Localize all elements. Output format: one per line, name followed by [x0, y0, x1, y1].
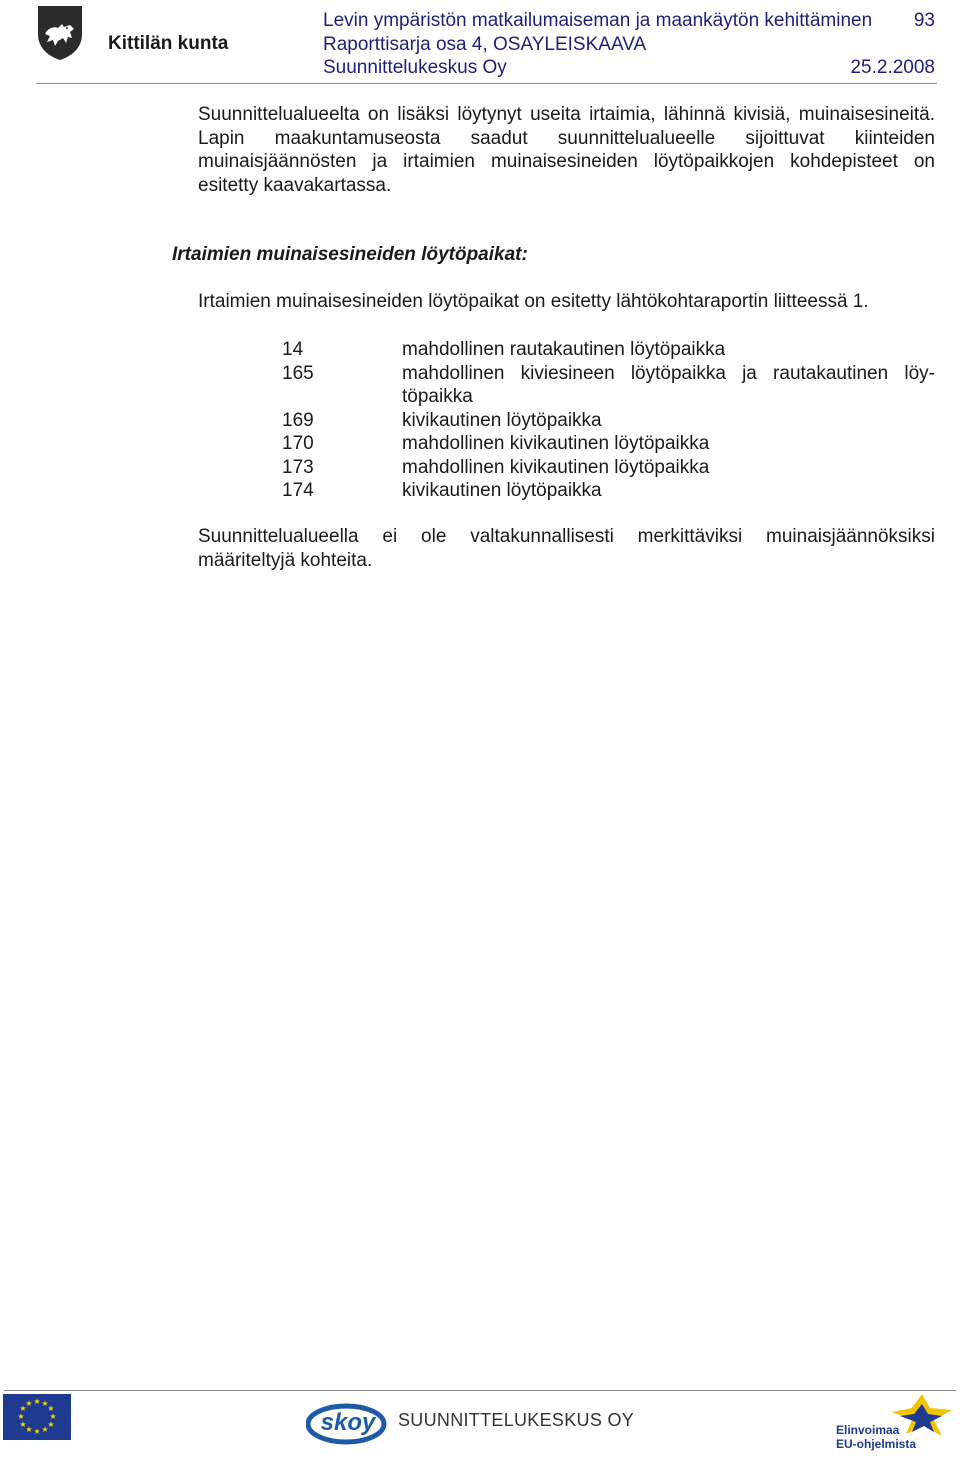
svg-text:★: ★ — [33, 1397, 41, 1406]
list-item — [282, 479, 935, 503]
report-series: Raporttisarja osa 4, OSAYLEISKAAVA — [323, 34, 647, 55]
find-number: 170 — [282, 433, 314, 454]
closing-paragraph: Suunnittelualueella ei ole valtakunnallisesti merkittäviksi muinaisjäännöksiksi määriteltyjä kohteita. — [198, 526, 935, 571]
find-description: mahdollinen kiviesineen löytöpaikka ja rautakautinen löy- töpaikka — [402, 362, 935, 407]
skoy-company-name: SUUNNITTELUKESKUS OY — [398, 1410, 635, 1430]
svg-text:★: ★ — [47, 1420, 55, 1429]
find-number: 173 — [282, 456, 314, 478]
find-description: kivikautinen löytöpaikka — [402, 480, 602, 501]
document-date: 25.2.2008 — [850, 57, 935, 78]
find-number: 174 — [282, 480, 314, 501]
kittila-coat-of-arms-icon — [36, 4, 84, 62]
report-title: Levin ympäristön matkailumaiseman ja maankäytön kehittäminen — [323, 10, 873, 31]
list-item — [282, 338, 935, 362]
svg-text:★: ★ — [49, 1412, 57, 1421]
programme-logo-line1: Elinvoimaa — [836, 1423, 900, 1437]
eu-programme-logo — [834, 1390, 956, 1452]
page-number: 93 — [913, 10, 935, 31]
section-heading: Irtaimien muinaisesineiden löytöpaikat: — [172, 244, 528, 265]
svg-text:★: ★ — [41, 1425, 49, 1434]
intro-paragraph: Suunnittelualueelta on lisäksi löytynyt useita irtaimia, lähinnä kivisiä, muinaisesineitä. Lapin maakuntamuseosta saadut suunnittelualueelle sijoittuvat kiinteiden muinaisjäännösten ja irtaimien muinaisesineiden löytöpaikkojen kohdepisteet on esitetty kaavakartassa. — [198, 104, 935, 197]
publisher: Suunnittelukeskus Oy — [323, 57, 507, 78]
svg-text:★: ★ — [25, 1425, 33, 1434]
list-item — [282, 432, 935, 456]
svg-text:★: ★ — [17, 1412, 25, 1421]
find-description: kivikautinen löytöpaikka — [402, 409, 602, 431]
find-site-list — [282, 338, 935, 503]
list-item — [282, 456, 935, 480]
skoy-logo — [306, 1398, 392, 1446]
eu-flag-icon — [3, 1394, 71, 1440]
svg-text:★: ★ — [19, 1404, 27, 1413]
svg-text:★: ★ — [19, 1420, 27, 1429]
list-item — [282, 362, 935, 409]
list-item — [282, 409, 935, 433]
svg-text:★: ★ — [41, 1399, 49, 1408]
municipality-name: Kittilän kunta — [108, 33, 229, 54]
svg-text:★: ★ — [25, 1399, 33, 1408]
header-divider — [36, 83, 937, 84]
svg-text:★: ★ — [47, 1404, 55, 1413]
find-number: 165 — [282, 362, 314, 384]
section-intro: Irtaimien muinaisesineiden löytöpaikat on esitetty lähtökohtaraportin liitteessä 1. — [198, 291, 869, 312]
svg-text:★: ★ — [33, 1427, 41, 1436]
find-number: 14 — [282, 339, 304, 360]
programme-logo-line2: EU-ohjelmista — [836, 1437, 917, 1451]
footer-divider — [4, 1390, 956, 1391]
find-description: mahdollinen kivikautinen löytöpaikka — [402, 433, 710, 454]
skoy-logo-text: skoy — [320, 1409, 376, 1436]
find-description: mahdollinen rautakautinen löytöpaikka — [402, 339, 726, 360]
find-description: mahdollinen kivikautinen löytöpaikka — [402, 456, 710, 478]
find-number: 169 — [282, 409, 314, 431]
